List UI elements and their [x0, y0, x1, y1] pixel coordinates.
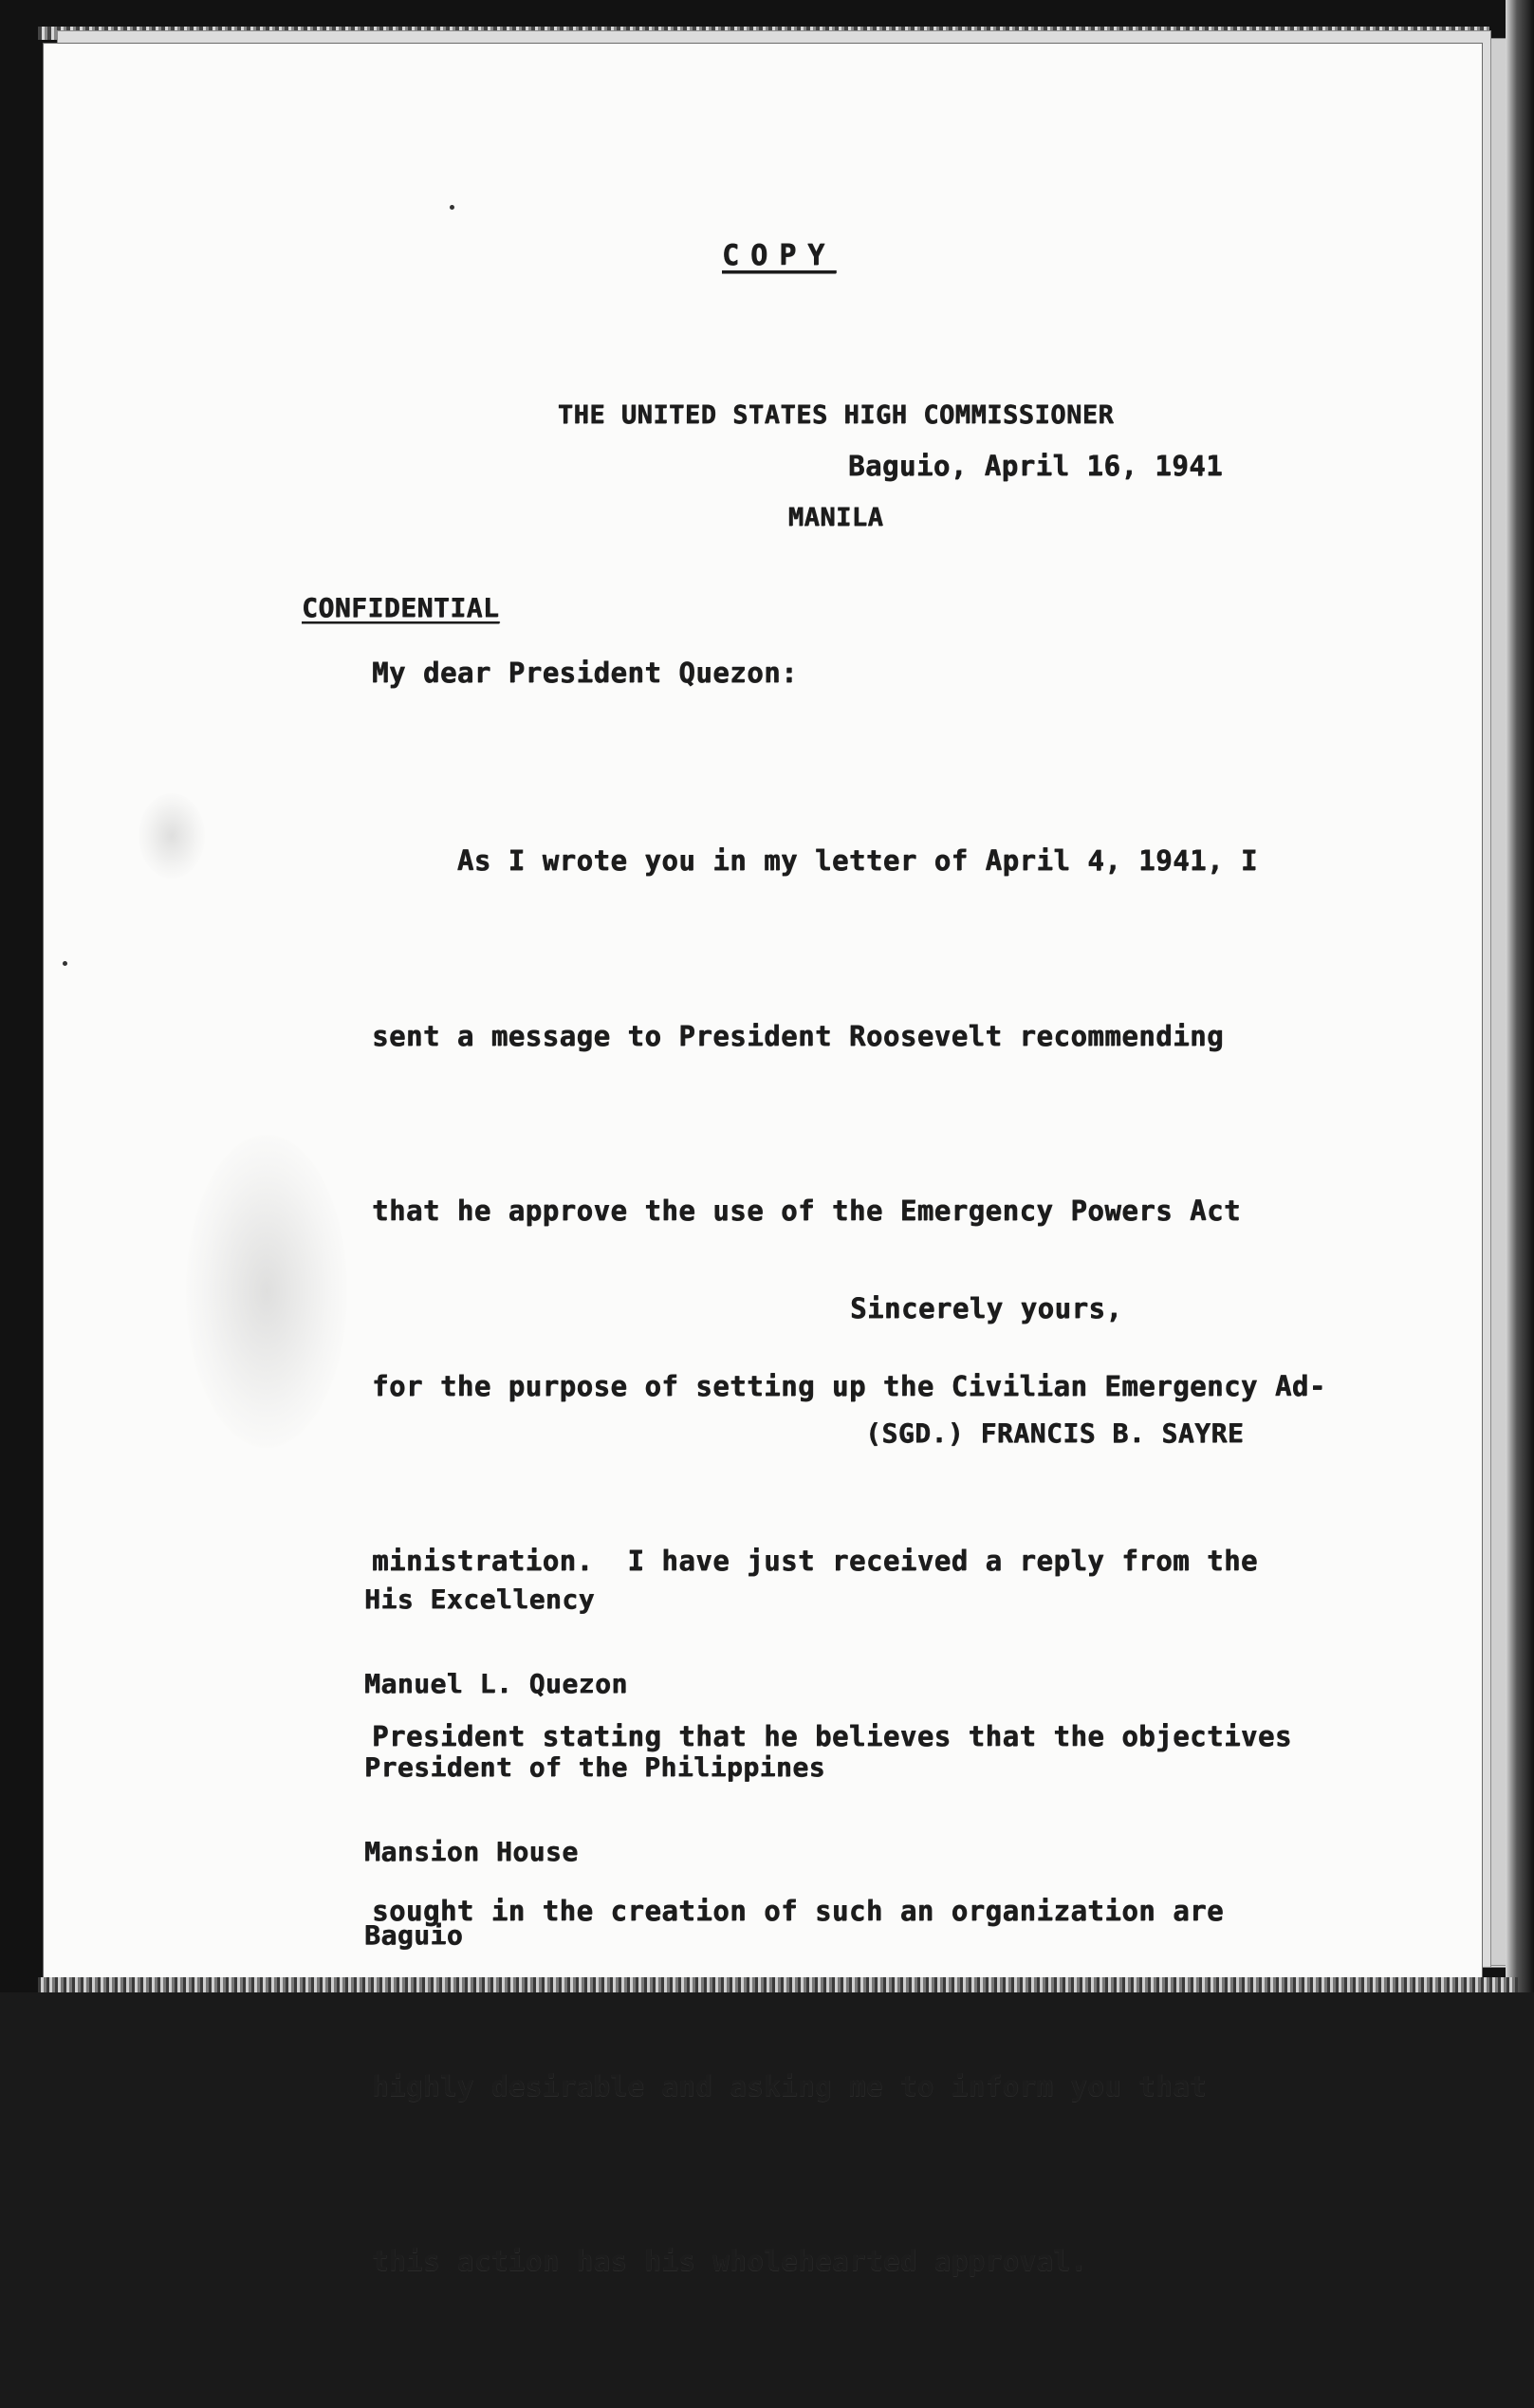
- body-line: sent a message to President Roosevelt recommending: [372, 1019, 1224, 1052]
- scan-speck: [63, 961, 67, 966]
- addressee-line: His Excellency: [364, 1584, 596, 1615]
- salutation: My dear President Quezon:: [372, 657, 798, 689]
- body-line: this action has his wholehearted approval.: [372, 2245, 1088, 2277]
- closing: Sincerely yours,: [850, 1292, 1123, 1324]
- scan-right-edge: [1506, 0, 1534, 1992]
- scan-smudge: [186, 1135, 347, 1448]
- addressee-line: Baguio: [364, 1919, 464, 1951]
- addressee-line: Mansion House: [364, 1835, 579, 1867]
- classification-heading: CONFIDENTIAL: [302, 592, 500, 623]
- date-line: Baguio, April 16, 1941: [848, 450, 1224, 482]
- scan-speck: [450, 205, 454, 210]
- body-line: highly desirable and asking me to inform you that: [372, 2069, 1208, 2102]
- body-line: ministration. I have just received a reply from the: [372, 1545, 1258, 1577]
- body-line: As I wrote you in my letter of April 4, 1941, I: [372, 844, 1258, 877]
- letterhead-city: MANILA: [787, 503, 884, 532]
- addressee-block: [364, 1529, 825, 2006]
- scan-smudge: [139, 793, 205, 879]
- letter-page: [44, 44, 1482, 2277]
- addressee-line: President of the Philippines: [364, 1751, 826, 1783]
- body-line: that he approve the use of the Emergency Powers Act: [372, 1195, 1241, 1227]
- scan-bottom-edge: [38, 1977, 1518, 1992]
- copy-label: COPY: [722, 239, 837, 272]
- body-line: President stating that he believes that the objectives: [372, 1719, 1292, 1752]
- signature-line: (SGD.) FRANCIS B. SAYRE: [865, 1417, 1245, 1449]
- body-line: for the purpose of setting up the Civilian Emergency Ad-: [372, 1369, 1326, 1402]
- addressee-line: Manuel L. Quezon: [364, 1667, 628, 1699]
- body-line: sought in the creation of such an organization are: [372, 1895, 1224, 1927]
- letterhead-title: THE UNITED STATES HIGH COMMISSIONER: [557, 400, 1115, 430]
